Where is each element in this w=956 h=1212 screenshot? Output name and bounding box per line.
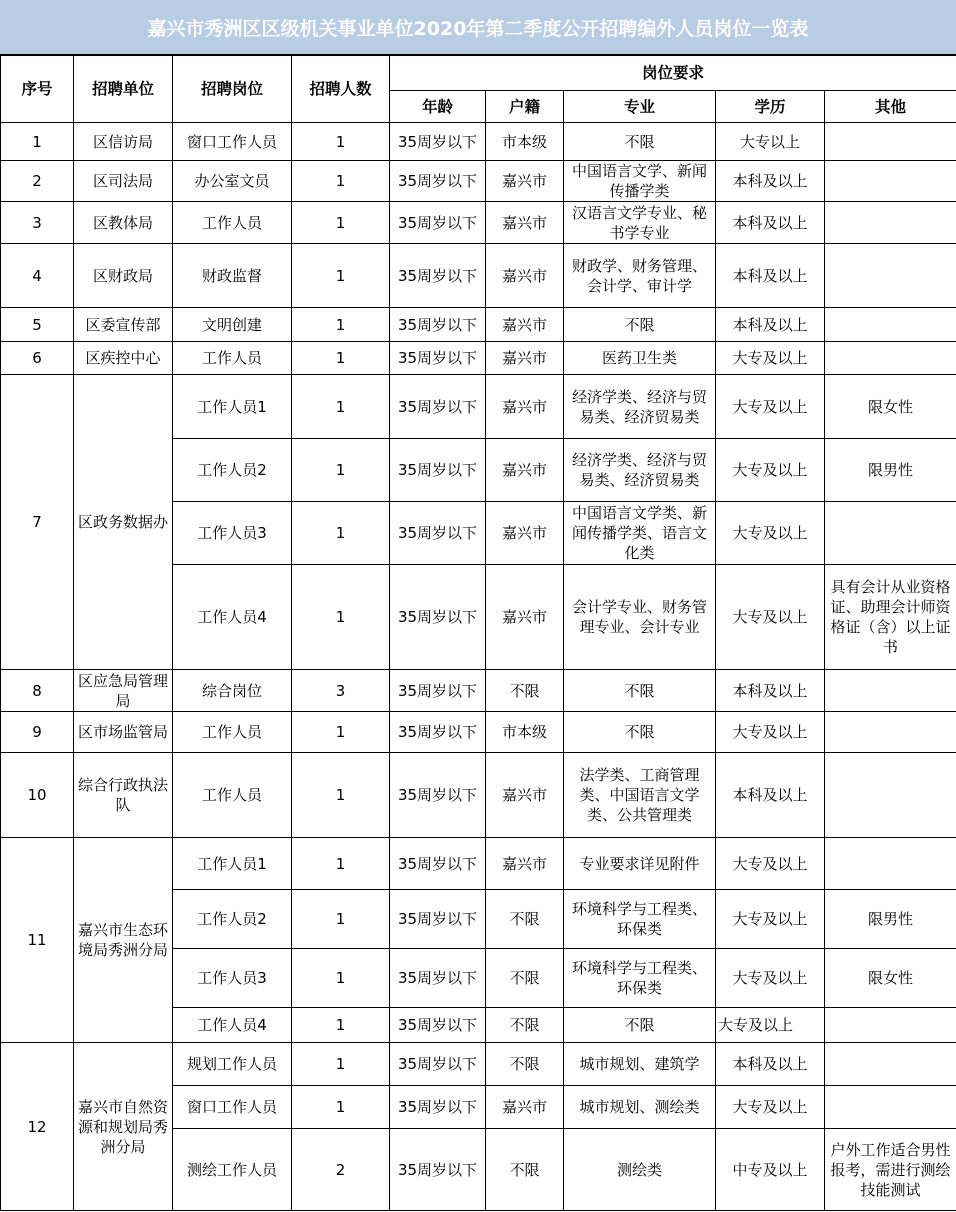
cell-hukou: 嘉兴市 — [486, 439, 564, 502]
cell-hukou: 嘉兴市 — [486, 375, 564, 439]
cell-seq: 1 — [1, 123, 74, 161]
cell-edu: 本科及以上 — [716, 244, 825, 308]
cell-other: 具有会计从业资格证、助理会计师资格证（含）以上证书 — [825, 565, 956, 670]
header-other: 其他 — [825, 91, 956, 123]
table-row — [1, 753, 956, 838]
cell-post: 工作人员4 — [173, 1008, 292, 1043]
cell-hukou: 不限 — [486, 1129, 564, 1211]
table-row — [1, 202, 956, 244]
cell-seq: 4 — [1, 244, 74, 308]
cell-seq: 11 — [1, 838, 74, 1043]
cell-hukou: 嘉兴市 — [486, 161, 564, 202]
header-seq: 序号 — [1, 56, 74, 123]
cell-other — [825, 308, 956, 342]
cell-count: 1 — [292, 890, 390, 949]
cell-major: 环境科学与工程类、环保类 — [564, 949, 716, 1008]
cell-post: 规划工作人员 — [173, 1043, 292, 1086]
cell-major: 不限 — [564, 1008, 716, 1043]
cell-unit: 嘉兴市生态环境局秀洲分局 — [74, 838, 173, 1043]
cell-seq: 3 — [1, 202, 74, 244]
cell-count: 1 — [292, 123, 390, 161]
cell-seq: 12 — [1, 1043, 74, 1211]
cell-other — [825, 1086, 956, 1129]
cell-hukou: 不限 — [486, 890, 564, 949]
cell-major: 医药卫生类 — [564, 342, 716, 375]
cell-age: 35周岁以下 — [390, 712, 486, 753]
cell-hukou: 嘉兴市 — [486, 838, 564, 890]
cell-major: 不限 — [564, 123, 716, 161]
cell-other — [825, 123, 956, 161]
cell-major: 环境科学与工程类、环保类 — [564, 890, 716, 949]
cell-unit: 区财政局 — [74, 244, 173, 308]
cell-edu: 本科及以上 — [716, 161, 825, 202]
cell-post: 测绘工作人员 — [173, 1129, 292, 1211]
cell-edu: 本科及以上 — [716, 308, 825, 342]
cell-edu: 中专及以上 — [716, 1129, 825, 1211]
header-requirements: 岗位要求 — [390, 56, 956, 91]
cell-post: 工作人员3 — [173, 949, 292, 1008]
table-row — [1, 342, 956, 375]
cell-edu: 大专及以上 — [716, 1008, 825, 1043]
cell-age: 35周岁以下 — [390, 244, 486, 308]
table-row — [1, 308, 956, 342]
cell-unit: 区疾控中心 — [74, 342, 173, 375]
cell-other — [825, 244, 956, 308]
cell-unit: 区市场监管局 — [74, 712, 173, 753]
cell-hukou: 嘉兴市 — [486, 202, 564, 244]
cell-other: 限女性 — [825, 949, 956, 1008]
cell-edu: 本科及以上 — [716, 1043, 825, 1086]
cell-count: 2 — [292, 1129, 390, 1211]
cell-age: 35周岁以下 — [390, 1043, 486, 1086]
cell-other — [825, 838, 956, 890]
page-title: 嘉兴市秀洲区区级机关事业单位2020年第二季度公开招聘编外人员岗位一览表 — [0, 0, 956, 55]
cell-other — [825, 342, 956, 375]
cell-seq: 6 — [1, 342, 74, 375]
cell-age: 35周岁以下 — [390, 123, 486, 161]
cell-count: 1 — [292, 712, 390, 753]
table-row — [1, 838, 956, 890]
cell-post: 窗口工作人员 — [173, 123, 292, 161]
cell-age: 35周岁以下 — [390, 161, 486, 202]
cell-other — [825, 1008, 956, 1043]
cell-post: 工作人员 — [173, 753, 292, 838]
cell-post: 窗口工作人员 — [173, 1086, 292, 1129]
cell-post: 工作人员2 — [173, 439, 292, 502]
cell-edu: 大专及以上 — [716, 565, 825, 670]
cell-post: 工作人员3 — [173, 502, 292, 565]
cell-age: 35周岁以下 — [390, 1129, 486, 1211]
table-row — [1, 244, 956, 308]
header-count: 招聘人数 — [292, 56, 390, 123]
cell-post: 工作人员 — [173, 342, 292, 375]
cell-unit: 区政务数据办 — [74, 375, 173, 670]
table-row — [1, 712, 956, 753]
cell-hukou: 嘉兴市 — [486, 342, 564, 375]
cell-hukou: 嘉兴市 — [486, 308, 564, 342]
cell-major: 会计学专业、财务管理专业、会计专业 — [564, 565, 716, 670]
cell-major: 不限 — [564, 712, 716, 753]
cell-unit: 区信访局 — [74, 123, 173, 161]
cell-count: 1 — [292, 1086, 390, 1129]
cell-other: 限男性 — [825, 890, 956, 949]
cell-age: 35周岁以下 — [390, 890, 486, 949]
cell-count: 1 — [292, 565, 390, 670]
cell-age: 35周岁以下 — [390, 670, 486, 712]
cell-age: 35周岁以下 — [390, 838, 486, 890]
table-row — [1, 161, 956, 202]
cell-hukou: 嘉兴市 — [486, 753, 564, 838]
cell-hukou: 不限 — [486, 949, 564, 1008]
cell-post: 综合岗位 — [173, 670, 292, 712]
cell-edu: 大专及以上 — [716, 712, 825, 753]
cell-unit: 区司法局 — [74, 161, 173, 202]
header-post: 招聘岗位 — [173, 56, 292, 123]
cell-age: 35周岁以下 — [390, 375, 486, 439]
cell-post: 工作人员4 — [173, 565, 292, 670]
cell-unit: 嘉兴市自然资源和规划局秀洲分局 — [74, 1043, 173, 1211]
cell-count: 1 — [292, 838, 390, 890]
cell-other — [825, 502, 956, 565]
cell-age: 35周岁以下 — [390, 753, 486, 838]
cell-seq: 8 — [1, 670, 74, 712]
cell-major: 测绘类 — [564, 1129, 716, 1211]
cell-edu: 大专及以上 — [716, 1086, 825, 1129]
cell-count: 1 — [292, 342, 390, 375]
cell-other: 限男性 — [825, 439, 956, 502]
cell-other — [825, 670, 956, 712]
cell-unit: 区委宣传部 — [74, 308, 173, 342]
cell-major: 财政学、财务管理、会计学、审计学 — [564, 244, 716, 308]
cell-age: 35周岁以下 — [390, 1086, 486, 1129]
cell-other — [825, 1043, 956, 1086]
cell-post: 财政监督 — [173, 244, 292, 308]
cell-hukou: 嘉兴市 — [486, 502, 564, 565]
table-row — [1, 1043, 956, 1086]
cell-major: 城市规划、测绘类 — [564, 1086, 716, 1129]
cell-post: 工作人员1 — [173, 838, 292, 890]
cell-post: 工作人员 — [173, 202, 292, 244]
table-row — [1, 670, 956, 712]
cell-other — [825, 753, 956, 838]
cell-hukou: 市本级 — [486, 123, 564, 161]
cell-other — [825, 202, 956, 244]
cell-hukou: 不限 — [486, 1043, 564, 1086]
cell-major: 不限 — [564, 670, 716, 712]
cell-edu: 本科及以上 — [716, 670, 825, 712]
cell-hukou: 嘉兴市 — [486, 244, 564, 308]
cell-count: 1 — [292, 949, 390, 1008]
cell-count: 1 — [292, 202, 390, 244]
header-edu: 学历 — [716, 91, 825, 123]
cell-hukou: 不限 — [486, 670, 564, 712]
cell-seq: 10 — [1, 753, 74, 838]
cell-count: 1 — [292, 375, 390, 439]
cell-count: 1 — [292, 1008, 390, 1043]
cell-age: 35周岁以下 — [390, 949, 486, 1008]
cell-other: 限女性 — [825, 375, 956, 439]
cell-major: 中国语言文学类、新闻传播学类、语言文化类 — [564, 502, 716, 565]
cell-seq: 2 — [1, 161, 74, 202]
cell-post: 办公室文员 — [173, 161, 292, 202]
cell-post: 工作人员1 — [173, 375, 292, 439]
table-row — [1, 375, 956, 439]
header-major: 专业 — [564, 91, 716, 123]
header-unit: 招聘单位 — [74, 56, 173, 123]
cell-unit: 区应急局管理局 — [74, 670, 173, 712]
positions-table — [0, 55, 956, 1211]
cell-edu: 本科及以上 — [716, 202, 825, 244]
cell-edu: 大专及以上 — [716, 949, 825, 1008]
cell-hukou: 嘉兴市 — [486, 1086, 564, 1129]
cell-count: 1 — [292, 439, 390, 502]
cell-count: 3 — [292, 670, 390, 712]
cell-seq: 9 — [1, 712, 74, 753]
header-age: 年龄 — [390, 91, 486, 123]
cell-age: 35周岁以下 — [390, 342, 486, 375]
cell-major: 法学类、工商管理类、中国语言文学类、公共管理类 — [564, 753, 716, 838]
table-row — [1, 123, 956, 161]
cell-major: 城市规划、建筑学 — [564, 1043, 716, 1086]
cell-hukou: 嘉兴市 — [486, 565, 564, 670]
cell-post: 文明创建 — [173, 308, 292, 342]
cell-edu: 大专及以上 — [716, 375, 825, 439]
cell-major: 经济学类、经济与贸易类、经济贸易类 — [564, 439, 716, 502]
cell-edu: 大专及以上 — [716, 890, 825, 949]
cell-count: 1 — [292, 161, 390, 202]
cell-hukou: 不限 — [486, 1008, 564, 1043]
cell-age: 35周岁以下 — [390, 1008, 486, 1043]
cell-major: 不限 — [564, 308, 716, 342]
cell-edu: 大专及以上 — [716, 502, 825, 565]
cell-count: 1 — [292, 308, 390, 342]
cell-post: 工作人员 — [173, 712, 292, 753]
cell-major: 汉语言文学专业、秘书学专业 — [564, 202, 716, 244]
header-hukou: 户籍 — [486, 91, 564, 123]
cell-age: 35周岁以下 — [390, 308, 486, 342]
cell-seq: 5 — [1, 308, 74, 342]
cell-edu: 大专及以上 — [716, 342, 825, 375]
cell-age: 35周岁以下 — [390, 565, 486, 670]
cell-edu: 本科及以上 — [716, 753, 825, 838]
cell-seq: 7 — [1, 375, 74, 670]
cell-other — [825, 161, 956, 202]
cell-count: 1 — [292, 1043, 390, 1086]
cell-major: 中国语言文学、新闻传播学类 — [564, 161, 716, 202]
cell-count: 1 — [292, 244, 390, 308]
cell-post: 工作人员2 — [173, 890, 292, 949]
cell-edu: 大专及以上 — [716, 439, 825, 502]
cell-edu: 大专以上 — [716, 123, 825, 161]
cell-unit: 综合行政执法队 — [74, 753, 173, 838]
cell-count: 1 — [292, 502, 390, 565]
cell-age: 35周岁以下 — [390, 202, 486, 244]
cell-other — [825, 712, 956, 753]
cell-count: 1 — [292, 753, 390, 838]
cell-other: 户外工作适合男性报考，需进行测绘技能测试 — [825, 1129, 956, 1211]
cell-unit: 区教体局 — [74, 202, 173, 244]
cell-major: 专业要求详见附件 — [564, 838, 716, 890]
cell-age: 35周岁以下 — [390, 439, 486, 502]
cell-major: 经济学类、经济与贸易类、经济贸易类 — [564, 375, 716, 439]
cell-edu: 大专及以上 — [716, 838, 825, 890]
cell-age: 35周岁以下 — [390, 502, 486, 565]
cell-hukou: 市本级 — [486, 712, 564, 753]
